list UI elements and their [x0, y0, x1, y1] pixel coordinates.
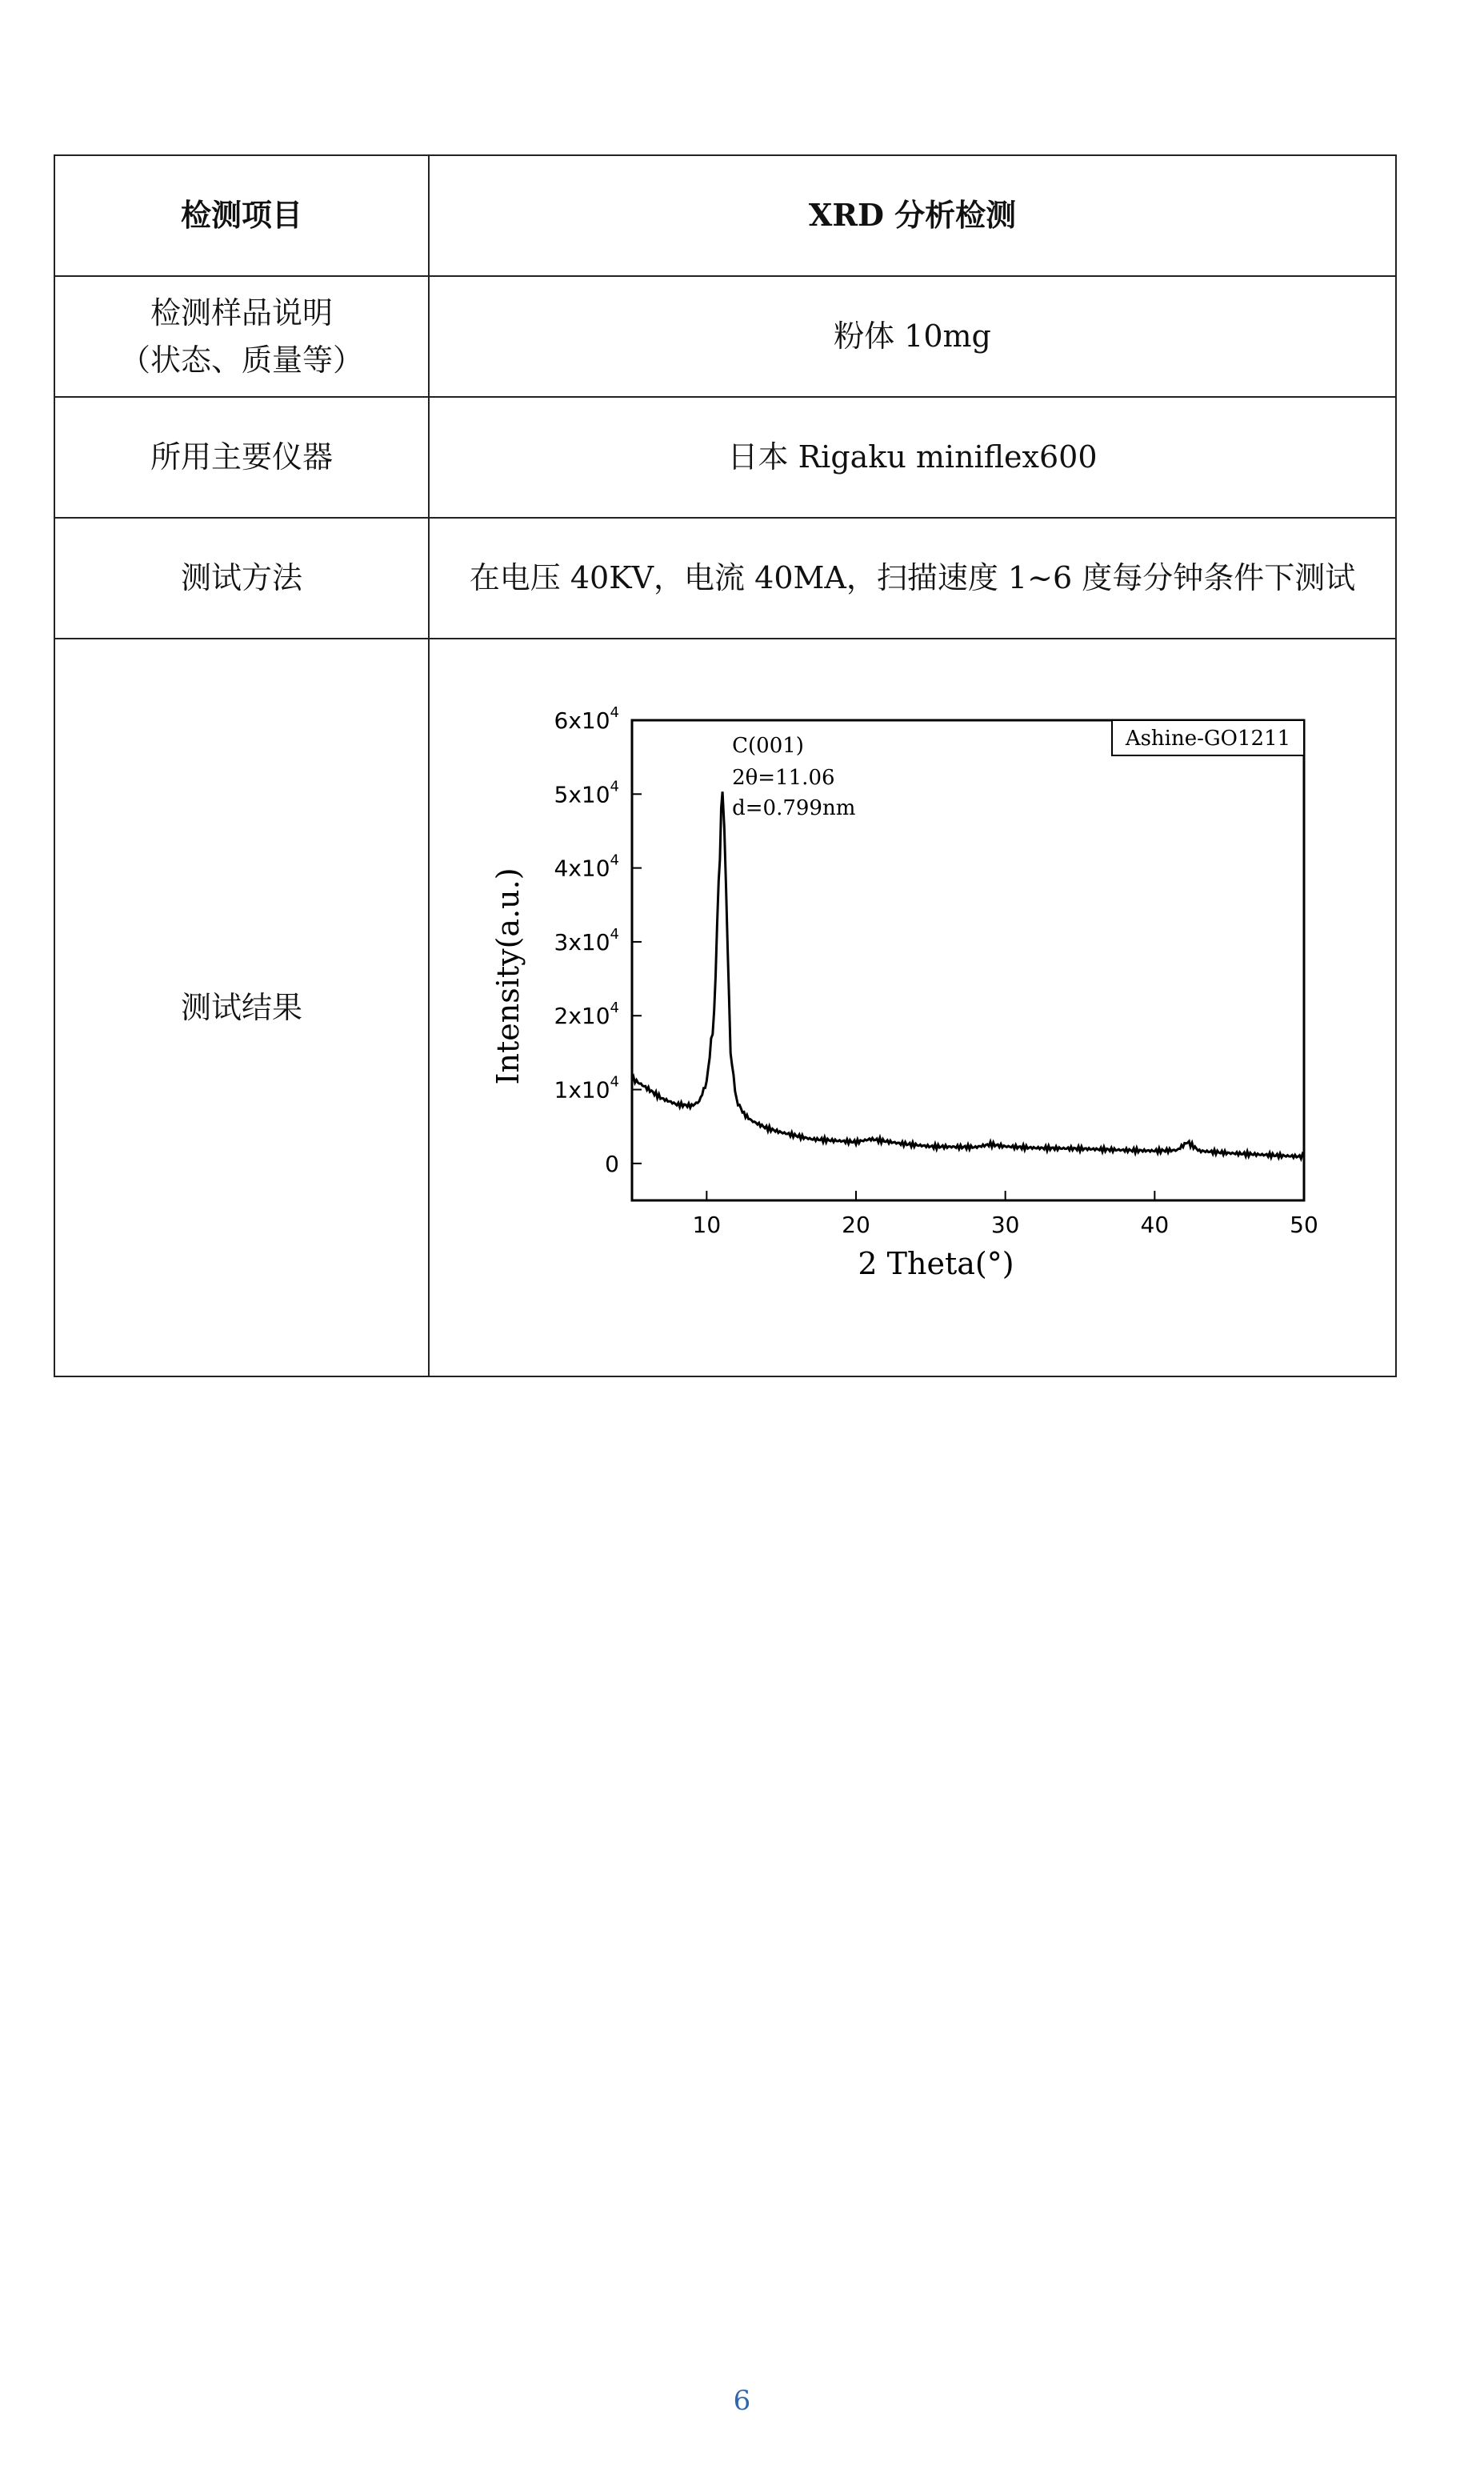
peak-annotation-label: C(001): [732, 734, 804, 758]
legend-text: Ashine-GO1211: [1125, 727, 1291, 751]
x-tick-label: 50: [1290, 1212, 1318, 1238]
sample-desc-label-line2: （状态、质量等）: [119, 342, 363, 378]
peak-annotation-d-spacing: d=0.799nm: [732, 796, 856, 820]
sample-desc-label: [55, 277, 430, 396]
y-axis-title: Intensity(a.u.): [490, 867, 526, 1085]
page-number: 6: [733, 2385, 751, 2417]
x-tick-label: 30: [990, 1212, 1020, 1238]
y-tick-label: $6x10^4$: [554, 704, 619, 734]
header-item-value: XRD 分析检测: [808, 197, 1017, 234]
peak-annotation-angle: 2θ=11.06: [732, 766, 835, 790]
y-tick-label: $5x10^4$: [554, 778, 619, 808]
sample-desc-label-line1: 检测样品说明: [150, 294, 333, 331]
instrument-label: 所用主要仪器: [55, 398, 430, 517]
series-line: [632, 791, 1304, 1159]
y-tick-label: $1x10^4$: [554, 1073, 619, 1104]
y-tick-label: $3x10^4$: [554, 925, 619, 956]
y-tick-label: 0: [605, 1150, 619, 1177]
result-label: 测试结果: [55, 639, 430, 1376]
y-tick-label: $4x10^4$: [554, 851, 619, 882]
method-label: 测试方法: [55, 519, 430, 638]
table-row-sample: [55, 277, 1395, 398]
xrd-chart-svg: [480, 688, 1328, 1280]
y-tick-label: $2x10^4$: [554, 1000, 619, 1030]
sample-desc-value: 粉体 10mg: [834, 319, 991, 355]
x-axis-title: 2 Theta(°): [858, 1246, 1014, 1280]
instrument-value: 日本 Rigaku miniflex600: [727, 439, 1098, 475]
x-tick-label: 10: [692, 1212, 722, 1238]
table-row-method: [55, 519, 1395, 639]
table-header-row: [55, 156, 1395, 277]
method-value: 在电压 40KV，电流 40MA，扫描速度 1~6 度每分钟条件下测试: [469, 560, 1356, 596]
plot-frame: [632, 720, 1304, 1200]
x-tick-label: 20: [842, 1212, 870, 1238]
header-item-label: 检测项目: [55, 156, 430, 275]
x-tick-label: 40: [1140, 1212, 1170, 1238]
table-row-instrument: [55, 398, 1395, 519]
xrd-chart: [480, 688, 1328, 1280]
